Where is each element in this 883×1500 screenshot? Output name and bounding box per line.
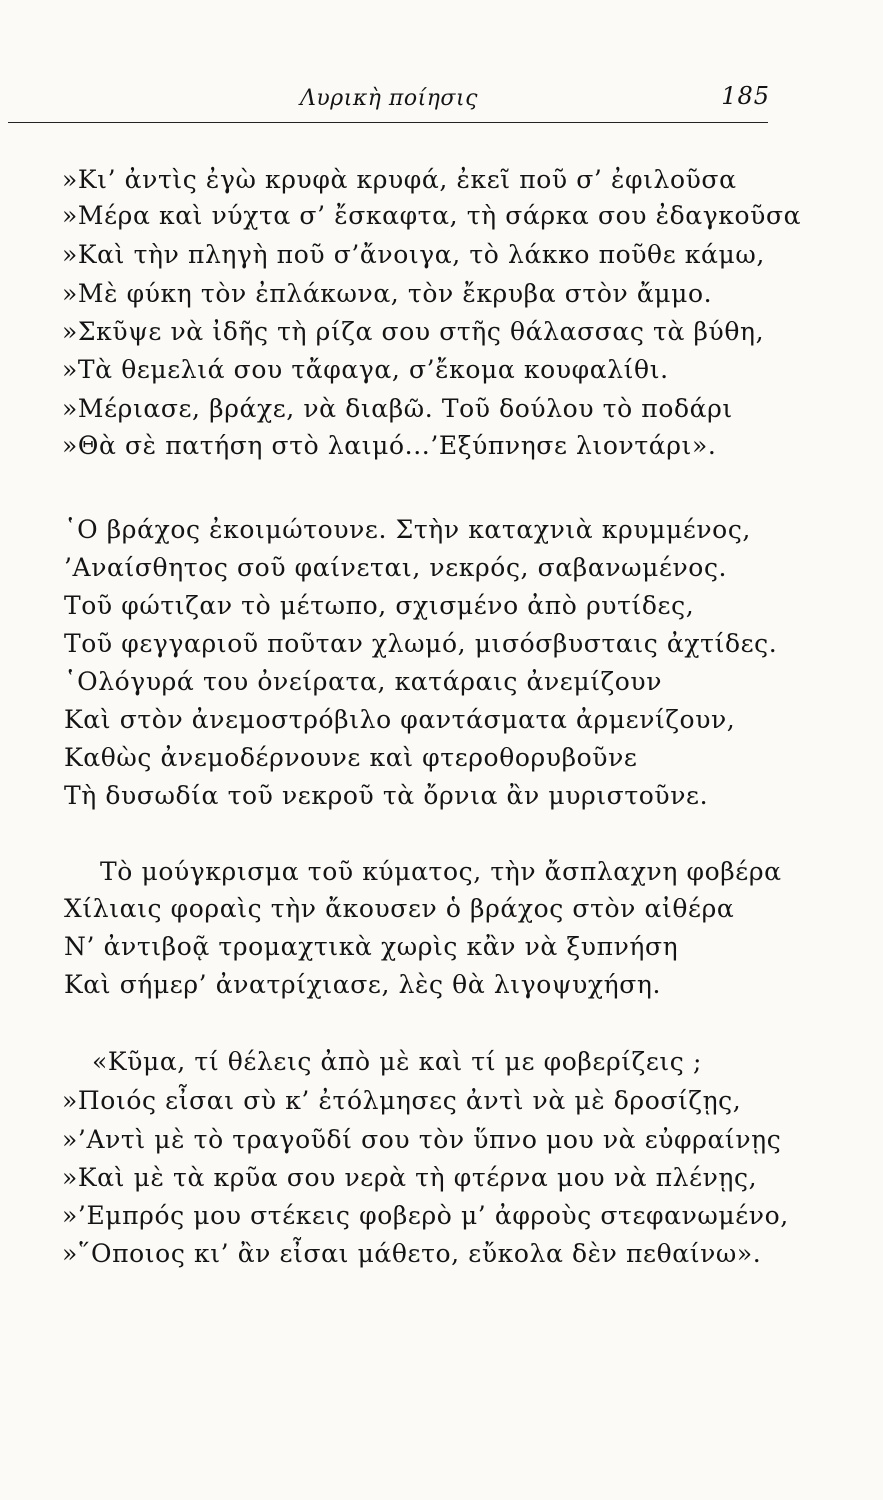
verse-line: Τοῦ φώτιζαν τὸ μέτωπο, σχισμένο ἀπὸ ρυτίδες, [64, 591, 695, 620]
verse-line: »Μέρα καὶ νύχτα σ’ ἔσκαφτα, τὴ σάρκα σου ἐδαγκοῦσα [62, 201, 802, 230]
verse-line: »Μέριασε, βράχε, νὰ διαβῶ. Τοῦ δούλου τὸ ποδάρι [62, 394, 733, 423]
header-rule [8, 122, 768, 123]
verse-line: Καὶ στὸν ἀνεμοστρόβιλο φαντάσματα ἀρμενίζουν, [64, 705, 736, 734]
verse-line: »’Εμπρός μου στέκεις φοβερὸ μ’ ἀφροὺς στεφανωμένο, [62, 1201, 789, 1230]
verse-line: »Μὲ φύκη τὸν ἐπλάκωνα, τὸν ἔκρυβα στὸν ἄμμο. [62, 279, 713, 308]
verse-line: ῾Ο βράχος ἐκοιμώτουνε. Στὴν καταχνιὰ κρυμμένος, [64, 515, 751, 544]
verse-line: »Καὶ μὲ τὰ κρῦα σου νερὰ τὴ φτέρνα μου νὰ πλένῃς, [62, 1163, 758, 1192]
verse-line: Ν’ ἀντιβοᾷ τρομαχτικὰ χωρὶς κἂν νὰ ξυπνήση [64, 932, 679, 961]
verse-line: »’Αντὶ μὲ τὸ τραγοῦδί σου τὸν ὕπνο μου νὰ εὐφραίνῃς [62, 1125, 782, 1154]
verse-line: »῞Οποιος κι’ ἂν εἶσαι μάθετο, εὔκολα δὲν πεθαίνω». [62, 1239, 762, 1268]
verse-line: »Κι’ ἀντὶς ἐγὼ κρυφὰ κρυφά, ἐκεῖ ποῦ σ’ ἐφιλοῦσα [62, 165, 737, 194]
page-header [290, 82, 770, 118]
verse-line: »Σκῦψε νὰ ἰδῆς τὴ ρίζα σου στῆς θάλασσας τὰ βύθη, [62, 317, 765, 346]
verse-line: ’Αναίσθητος σοῦ φαίνεται, νεκρός, σαβανωμένος. [64, 553, 728, 582]
verse-line: Χίλιαις φοραὶς τὴν ἄκουσεν ὁ βράχος στὸν αἰθέρα [64, 894, 735, 923]
verse-line: Τὴ δυσωδία τοῦ νεκροῦ τὰ ὄρνια ἂν μυριστοῦνε. [64, 781, 709, 810]
verse-line: »Τὰ θεμελιά σου τἄφαγα, σ’ἔκομα κουφαλίθι. [62, 355, 669, 384]
verse-line: «Κῦμα, τί θέλεις ἀπὸ μὲ καὶ τί με φοβερίζεις ; [92, 1047, 702, 1076]
verse-line: »Θὰ σὲ πατήση στὸ λαιμό...’Εξύπνησε λιοντάρι». [62, 431, 717, 460]
running-title: Λυρικὴ ποίησις [300, 86, 478, 111]
verse-line: »Καὶ τὴν πληγὴ ποῦ σ’ἄνοιγα, τὸ λάκκο ποῦθε κάμω, [62, 240, 765, 269]
page-number: 185 [721, 82, 770, 110]
verse-line: Καθὼς ἀνεμοδέρνουνε καὶ φτεροθορυβοῦνε [64, 743, 638, 772]
verse-line: Τὸ μούγκρισμα τοῦ κύματος, τὴν ἄσπλαχνη φοβέρα [100, 857, 782, 886]
verse-line: Τοῦ φεγγαριοῦ ποῦταν χλωμό, μισόσβυσταις ἀχτίδες. [64, 629, 778, 658]
verse-line: »Ποιός εἶσαι σὺ κ’ ἐτόλμησες ἀντὶ νὰ μὲ δροσίζῃς, [62, 1086, 742, 1115]
verse-line: ῾Ολόγυρά του ὀνείρατα, κατάραις ἀνεμίζουν [64, 667, 663, 696]
verse-line: Καὶ σήμερ’ ἀνατρίχιασε, λὲς θὰ λιγοψυχήση. [64, 970, 662, 999]
